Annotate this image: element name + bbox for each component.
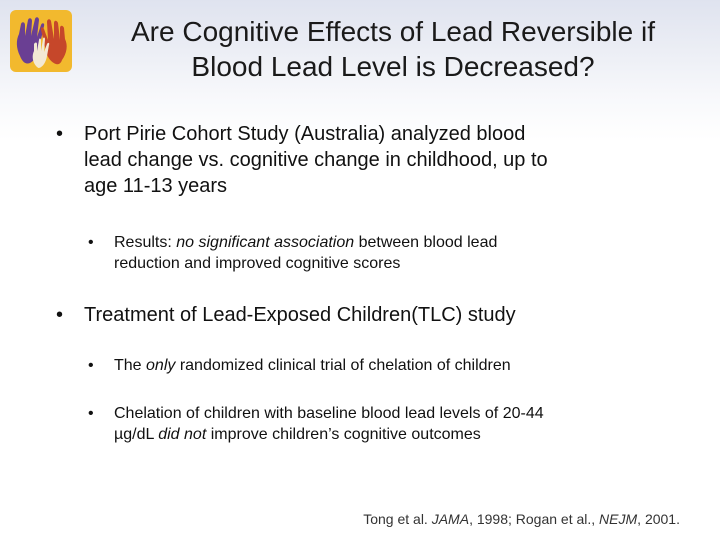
- text-run: randomized clinical trial of chelation of children: [175, 357, 511, 374]
- emphasis: only: [146, 357, 176, 374]
- sub-bullet-text: [88, 232, 688, 274]
- title-line-1: Are Cognitive Effects of Lead Reversible if: [131, 16, 655, 47]
- bullet-dot: •: [56, 304, 64, 326]
- journal-name: JAMA: [431, 511, 470, 527]
- emphasis: no significant association: [176, 234, 355, 251]
- text-run: Results:: [114, 234, 177, 251]
- title-line-2: Blood Lead Level is Decreased?: [191, 51, 595, 82]
- citation: [363, 510, 680, 528]
- citation-text: , 1998; Rogan et al.,: [469, 511, 600, 527]
- text-run: reduction and improved cognitive scores: [114, 255, 401, 272]
- citation-text: , 2001.: [637, 511, 680, 527]
- bullet-dot: •: [56, 123, 64, 145]
- sub-bullet-dot: •: [88, 234, 94, 251]
- journal-name: NEJM: [599, 511, 638, 527]
- text-run: µg/dL: [114, 426, 159, 443]
- bullet-tlc-study: [56, 302, 676, 328]
- bullet-port-pirie: [56, 121, 676, 199]
- sub-bullet-results: [88, 232, 688, 274]
- sub-bullet-only-trial: [88, 355, 688, 376]
- bullet-text: [56, 121, 676, 199]
- text-run: The: [114, 357, 147, 374]
- bullet-line: lead change vs. cognitive change in childhood, up to: [84, 149, 548, 171]
- sub-bullet-text: [88, 403, 688, 445]
- text-run: improve children’s cognitive outcomes: [206, 426, 481, 443]
- text-run: between blood lead: [354, 234, 498, 251]
- bullet-line: Port Pirie Cohort Study (Australia) analyzed blood: [84, 123, 526, 145]
- bullet-line: age 11-13 years: [84, 175, 228, 197]
- sub-bullet-text: [88, 355, 688, 376]
- bullet-text: Treatment of Lead-Exposed Children(TLC) study: [84, 304, 516, 326]
- text-run: Chelation of children with baseline blood lead levels of 20-44: [114, 405, 544, 422]
- sub-bullet-dot: •: [88, 357, 94, 374]
- sub-bullet-dot: •: [88, 405, 94, 422]
- emphasis: did not: [158, 426, 207, 443]
- sub-bullet-chelation: [88, 403, 688, 445]
- citation-text: Tong et al.: [363, 511, 432, 527]
